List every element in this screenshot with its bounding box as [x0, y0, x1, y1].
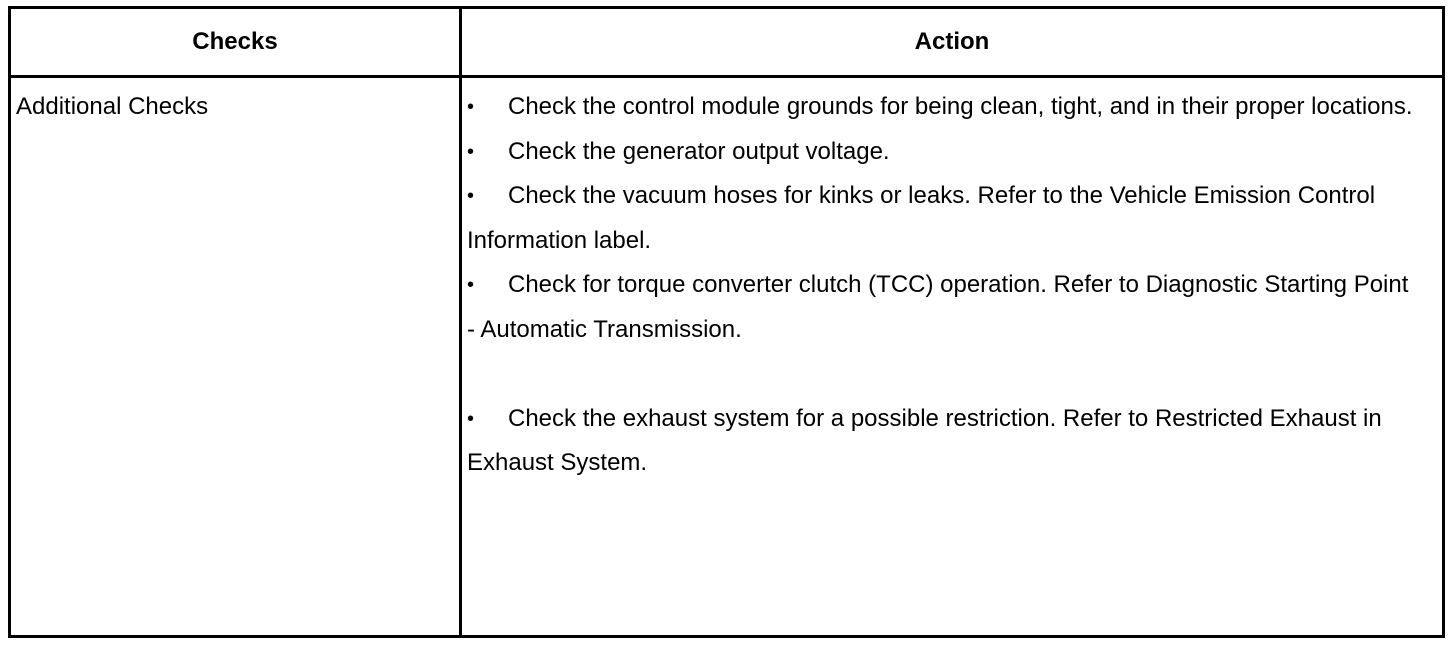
bullet-icon: •: [467, 407, 475, 430]
action-text: Check for torque converter clutch (TCC) operation. Refer to Diagnostic Starting Point - Automatic Transmission.: [467, 271, 1409, 343]
header-divider: [11, 75, 1442, 78]
checks-cell: Additional Checks: [16, 93, 209, 120]
bullet-icon: •: [467, 96, 475, 118]
header-checks: Checks: [192, 28, 278, 55]
bullet-icon: •: [467, 140, 475, 163]
action-text: Check the control module grounds for being clean, tight, and in their proper locations.: [508, 93, 1413, 120]
column-divider: [459, 9, 462, 635]
action-item: [467, 85, 1422, 130]
action-text: Check the vacuum hoses for kinks or leaks. Refer to the Vehicle Emission Control Information label.: [467, 182, 1376, 254]
bullet-icon: •: [467, 274, 475, 296]
bullet-icon: •: [467, 185, 475, 207]
action-text: Check the exhaust system for a possible restriction. Refer to Restricted Exhaust in Exhaust System.: [467, 404, 1382, 476]
header-action: Action: [914, 28, 990, 55]
action-text: Check the generator output voltage.: [508, 137, 890, 165]
action-item: [467, 263, 1422, 352]
action-item: [467, 130, 1422, 175]
action-item: [467, 397, 1422, 486]
action-item: [467, 174, 1422, 263]
action-cell: [467, 85, 1422, 486]
